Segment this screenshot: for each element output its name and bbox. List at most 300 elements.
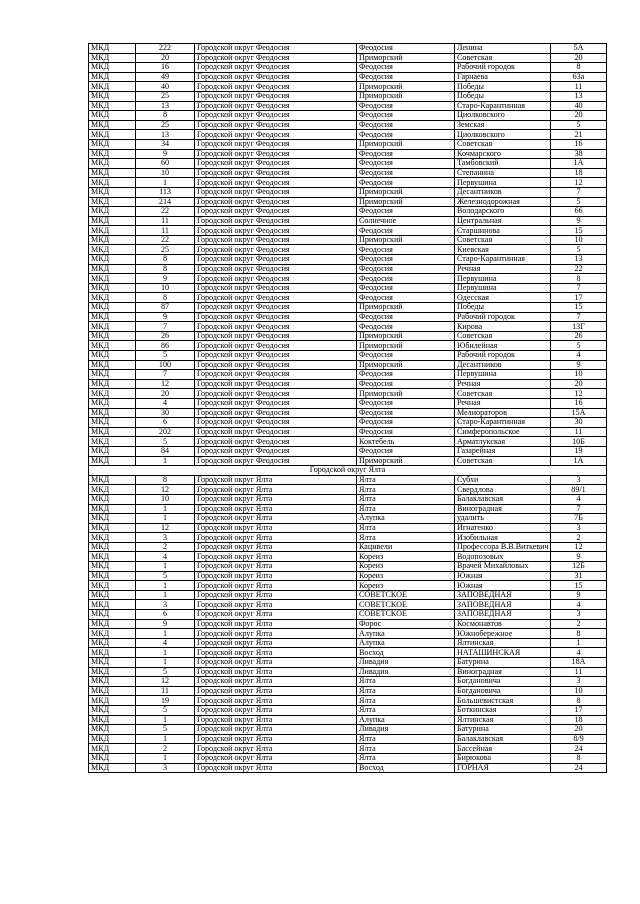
cell-house: 11 (551, 82, 607, 92)
cell-settlement: Ялта (357, 523, 455, 533)
cell-house: 16 (551, 398, 607, 408)
table-row (89, 379, 607, 389)
cell-district: Городской округ Феодосия (195, 235, 357, 245)
cell-house: 7 (551, 504, 607, 514)
cell-street: ЗАПОВЕДНАЯ (455, 590, 551, 600)
cell-object-type: МКД (89, 44, 136, 54)
cell-object-type: МКД (89, 562, 136, 572)
cell-district: Городской округ Ялта (195, 763, 357, 773)
cell-district: Городской округ Феодосия (195, 398, 357, 408)
cell-settlement: Приморский (357, 91, 455, 101)
cell-object-type: МКД (89, 734, 136, 744)
cell-street: Советская (455, 389, 551, 399)
cell-street: Южнобережное (455, 629, 551, 639)
table-row (89, 523, 607, 533)
cell-street: Симферопольское (455, 427, 551, 437)
cell-number: 5 (136, 351, 195, 361)
cell-object-type: МКД (89, 667, 136, 677)
cell-district: Городской округ Ялта (195, 629, 357, 639)
table-row (89, 504, 607, 514)
cell-street: Врачей Михайловых (455, 562, 551, 572)
cell-house: 15А (551, 408, 607, 418)
cell-district: Городской округ Феодосия (195, 322, 357, 332)
table-row (89, 331, 607, 341)
table-row (89, 485, 607, 495)
cell-house: 20 (551, 53, 607, 63)
cell-house: 7 (551, 187, 607, 197)
cell-object-type: МКД (89, 187, 136, 197)
table-row (89, 72, 607, 82)
cell-house: 15 (551, 226, 607, 236)
cell-number: 9 (136, 149, 195, 159)
cell-settlement: СОВЕТСКОЕ (357, 600, 455, 610)
cell-street: Кочмарского (455, 149, 551, 159)
cell-district: Городской округ Ялта (195, 514, 357, 524)
cell-settlement: Феодосия (357, 370, 455, 380)
cell-number: 12 (136, 379, 195, 389)
cell-house: 13Г (551, 322, 607, 332)
cell-house: 12 (551, 178, 607, 188)
cell-street: Арматлукская (455, 437, 551, 447)
cell-house: 4 (551, 494, 607, 504)
cell-number: 10 (136, 283, 195, 293)
cell-district: Городской округ Ялта (195, 715, 357, 725)
table-row (89, 677, 607, 687)
table-row (89, 389, 607, 399)
cell-number: 5 (136, 571, 195, 581)
cell-street: Водопозовых (455, 552, 551, 562)
cell-number: 2 (136, 542, 195, 552)
cell-district: Городской округ Ялта (195, 638, 357, 648)
cell-house: 11 (551, 667, 607, 677)
cell-district: Городской округ Феодосия (195, 427, 357, 437)
cell-district: Городской округ Ялта (195, 648, 357, 658)
cell-house: 38 (551, 149, 607, 159)
cell-number: 2 (136, 744, 195, 754)
cell-number: 12 (136, 677, 195, 687)
cell-settlement: Алупка (357, 638, 455, 648)
table-row (89, 159, 607, 169)
cell-house: 24 (551, 744, 607, 754)
cell-district: Городской округ Ялта (195, 581, 357, 591)
cell-house: 15 (551, 303, 607, 313)
cell-object-type: МКД (89, 53, 136, 63)
section-title: Городской округ Ялта (89, 466, 607, 476)
cell-number: 1 (136, 456, 195, 466)
cell-house: 5 (551, 341, 607, 351)
cell-district: Городской округ Феодосия (195, 91, 357, 101)
table-row (89, 696, 607, 706)
cell-object-type: МКД (89, 63, 136, 73)
cell-object-type: МКД (89, 475, 136, 485)
cell-house: 20 (551, 725, 607, 735)
cell-settlement: Ливадия (357, 667, 455, 677)
cell-settlement: СОВЕТСКОЕ (357, 590, 455, 600)
cell-settlement: Феодосия (357, 149, 455, 159)
cell-street: Юбилейная (455, 341, 551, 351)
cell-house: 9 (551, 590, 607, 600)
cell-district: Городской округ Феодосия (195, 82, 357, 92)
cell-district: Городской округ Феодосия (195, 418, 357, 428)
table-row (89, 744, 607, 754)
cell-district: Городской округ Ялта (195, 686, 357, 696)
cell-district: Городской округ Феодосия (195, 120, 357, 130)
cell-district: Городской округ Феодосия (195, 274, 357, 284)
cell-number: 9 (136, 312, 195, 322)
cell-street: Батурина (455, 725, 551, 735)
table-row (89, 581, 607, 591)
cell-house: 18 (551, 715, 607, 725)
cell-district: Городской округ Феодосия (195, 187, 357, 197)
cell-house: 3 (551, 475, 607, 485)
table-row (89, 197, 607, 207)
cell-district: Городской округ Ялта (195, 734, 357, 744)
cell-district: Городской округ Феодосия (195, 360, 357, 370)
cell-district: Городской округ Феодосия (195, 283, 357, 293)
cell-house: 10 (551, 370, 607, 380)
cell-settlement: Ялта (357, 485, 455, 495)
table-row (89, 283, 607, 293)
cell-district: Городской округ Ялта (195, 485, 357, 495)
cell-number: 1 (136, 590, 195, 600)
cell-district: Городской округ Ялта (195, 571, 357, 581)
cell-district: Городской округ Феодосия (195, 389, 357, 399)
table-row (89, 53, 607, 63)
cell-settlement: Приморский (357, 456, 455, 466)
cell-district: Городской округ Феодосия (195, 456, 357, 466)
cell-number: 34 (136, 139, 195, 149)
cell-number: 113 (136, 187, 195, 197)
cell-settlement: Солнечное (357, 216, 455, 226)
table-row (89, 370, 607, 380)
cell-district: Городской округ Феодосия (195, 293, 357, 303)
table-row (89, 44, 607, 54)
table-row (89, 648, 607, 658)
cell-street: Кирова (455, 322, 551, 332)
cell-settlement: Приморский (357, 331, 455, 341)
cell-district: Городской округ Ялта (195, 475, 357, 485)
cell-house: 8 (551, 63, 607, 73)
cell-house: 31 (551, 571, 607, 581)
table-row (89, 725, 607, 735)
cell-object-type: МКД (89, 705, 136, 715)
cell-object-type: МКД (89, 571, 136, 581)
cell-district: Городской округ Ялта (195, 533, 357, 543)
cell-number: 20 (136, 389, 195, 399)
cell-number: 5 (136, 437, 195, 447)
cell-street: Гарнаева (455, 72, 551, 82)
cell-street: Степанина (455, 168, 551, 178)
cell-object-type: МКД (89, 303, 136, 313)
cell-object-type: МКД (89, 437, 136, 447)
cell-street: Рабочий городок (455, 63, 551, 73)
table-row (89, 533, 607, 543)
table-row (89, 610, 607, 620)
cell-district: Городской округ Феодосия (195, 303, 357, 313)
cell-object-type: МКД (89, 418, 136, 428)
cell-number: 1 (136, 178, 195, 188)
table-row (89, 552, 607, 562)
cell-house: 4 (551, 351, 607, 361)
cell-street: Балаклавская (455, 494, 551, 504)
cell-settlement: Алупка (357, 629, 455, 639)
cell-house: 13 (551, 91, 607, 101)
cell-number: 1 (136, 562, 195, 572)
cell-settlement: Феодосия (357, 322, 455, 332)
cell-number: 11 (136, 226, 195, 236)
cell-street: Старо-Карантинная (455, 255, 551, 265)
cell-number: 8 (136, 475, 195, 485)
cell-house: 13 (551, 255, 607, 265)
table-row (89, 446, 607, 456)
cell-district: Городской округ Феодосия (195, 312, 357, 322)
cell-number: 10 (136, 494, 195, 504)
cell-object-type: МКД (89, 398, 136, 408)
cell-object-type: МКД (89, 235, 136, 245)
cell-object-type: МКД (89, 293, 136, 303)
cell-settlement: Феодосия (357, 120, 455, 130)
housing-register-table-wrapper (88, 43, 606, 773)
cell-street: ГОРНАЯ (455, 763, 551, 773)
cell-number: 10 (136, 168, 195, 178)
cell-street: НАТАШИНСКАЯ (455, 648, 551, 658)
table-row (89, 686, 607, 696)
table-row (89, 235, 607, 245)
cell-settlement: Ялта (357, 686, 455, 696)
cell-house: 8 (551, 274, 607, 284)
cell-house: 8 (551, 696, 607, 706)
cell-object-type: МКД (89, 216, 136, 226)
cell-house: 9 (551, 360, 607, 370)
cell-street: Железнодорожная (455, 197, 551, 207)
cell-settlement: Феодосия (357, 446, 455, 456)
cell-settlement: Феодосия (357, 255, 455, 265)
cell-house: 89/1 (551, 485, 607, 495)
cell-object-type: МКД (89, 744, 136, 754)
cell-settlement: Ливадия (357, 725, 455, 735)
cell-number: 25 (136, 245, 195, 255)
cell-house: 7 (551, 283, 607, 293)
cell-number: 9 (136, 619, 195, 629)
cell-street: Газарейная (455, 446, 551, 456)
cell-settlement: Кореиз (357, 571, 455, 581)
cell-house: 1А (551, 159, 607, 169)
cell-settlement: Ливадия (357, 658, 455, 668)
cell-object-type: МКД (89, 638, 136, 648)
cell-settlement: Приморский (357, 139, 455, 149)
table-row (89, 753, 607, 763)
cell-settlement: Ялта (357, 533, 455, 543)
table-row (89, 187, 607, 197)
cell-object-type: МКД (89, 72, 136, 82)
cell-district: Городской округ Ялта (195, 705, 357, 715)
cell-street: Циолковского (455, 111, 551, 121)
cell-street: Субхи (455, 475, 551, 485)
cell-object-type: МКД (89, 552, 136, 562)
cell-house: 18А (551, 658, 607, 668)
cell-object-type: МКД (89, 255, 136, 265)
cell-street: Старо-Карантинная (455, 418, 551, 428)
cell-street: Ялтинская (455, 715, 551, 725)
cell-street: Циолковского (455, 130, 551, 140)
feodosia-rows (89, 44, 607, 466)
table-row (89, 571, 607, 581)
cell-street: Космонавтов (455, 619, 551, 629)
cell-object-type: МКД (89, 101, 136, 111)
cell-street: Победы (455, 82, 551, 92)
cell-district: Городской округ Феодосия (195, 178, 357, 188)
cell-number: 4 (136, 638, 195, 648)
table-row (89, 734, 607, 744)
cell-object-type: МКД (89, 91, 136, 101)
cell-district: Городской округ Ялта (195, 667, 357, 677)
cell-house: 2 (551, 619, 607, 629)
table-row (89, 264, 607, 274)
cell-street: Десантников (455, 187, 551, 197)
cell-object-type: МКД (89, 226, 136, 236)
cell-number: 6 (136, 418, 195, 428)
cell-house: 15 (551, 581, 607, 591)
cell-object-type: МКД (89, 629, 136, 639)
cell-district: Городской округ Феодосия (195, 139, 357, 149)
cell-street: ЗАПОВЕДНАЯ (455, 600, 551, 610)
table-row (89, 629, 607, 639)
table-row (89, 360, 607, 370)
table-row (89, 763, 607, 773)
cell-object-type: МКД (89, 725, 136, 735)
cell-settlement: Ялта (357, 705, 455, 715)
table-row (89, 667, 607, 677)
cell-settlement: Феодосия (357, 379, 455, 389)
cell-object-type: МКД (89, 456, 136, 466)
cell-house: 21 (551, 130, 607, 140)
cell-house: 20 (551, 111, 607, 121)
cell-settlement: Ялта (357, 734, 455, 744)
cell-house: 22 (551, 264, 607, 274)
cell-object-type: МКД (89, 341, 136, 351)
cell-district: Городской округ Ялта (195, 542, 357, 552)
cell-object-type: МКД (89, 514, 136, 524)
cell-street: Ялтинская (455, 638, 551, 648)
cell-number: 1 (136, 658, 195, 668)
table-row (89, 600, 607, 610)
cell-number: 8 (136, 255, 195, 265)
cell-number: 3 (136, 763, 195, 773)
yalta-rows (89, 475, 607, 772)
cell-settlement: Феодосия (357, 264, 455, 274)
cell-number: 6 (136, 610, 195, 620)
cell-number: 4 (136, 552, 195, 562)
cell-house: 1А (551, 456, 607, 466)
table-row (89, 562, 607, 572)
cell-settlement: Кореиз (357, 562, 455, 572)
cell-house: 7 (551, 312, 607, 322)
cell-street: Земская (455, 120, 551, 130)
cell-house: 12Б (551, 562, 607, 572)
cell-street: Бассейная (455, 744, 551, 754)
cell-object-type: МКД (89, 207, 136, 217)
cell-object-type: МКД (89, 389, 136, 399)
cell-settlement: Восход (357, 648, 455, 658)
cell-district: Городской округ Ялта (195, 744, 357, 754)
cell-street: Старшинова (455, 226, 551, 236)
cell-house: 12 (551, 542, 607, 552)
cell-house: 20 (551, 379, 607, 389)
cell-house: 10Б (551, 437, 607, 447)
table-row (89, 638, 607, 648)
table-row (89, 274, 607, 284)
cell-number: 25 (136, 91, 195, 101)
cell-object-type: МКД (89, 159, 136, 169)
cell-settlement: Феодосия (357, 63, 455, 73)
cell-district: Городской округ Ялта (195, 494, 357, 504)
cell-settlement: Алупка (357, 715, 455, 725)
cell-district: Городской округ Феодосия (195, 341, 357, 351)
cell-settlement: Феодосия (357, 44, 455, 54)
table-row (89, 168, 607, 178)
cell-district: Городской округ Феодосия (195, 437, 357, 447)
cell-number: 1 (136, 514, 195, 524)
cell-object-type: МКД (89, 696, 136, 706)
cell-district: Городской округ Ялта (195, 753, 357, 763)
cell-street: ЗАПОВЕДНАЯ (455, 610, 551, 620)
cell-object-type: МКД (89, 494, 136, 504)
cell-street: Первушина (455, 283, 551, 293)
cell-street: Богдановича (455, 686, 551, 696)
cell-house: 19 (551, 446, 607, 456)
cell-object-type: МКД (89, 677, 136, 687)
cell-house: 10 (551, 686, 607, 696)
cell-district: Городской округ Феодосия (195, 331, 357, 341)
cell-settlement: Феодосия (357, 283, 455, 293)
table-row (89, 149, 607, 159)
cell-street: Одесская (455, 293, 551, 303)
cell-settlement: Феодосия (357, 178, 455, 188)
cell-district: Городской округ Феодосия (195, 159, 357, 169)
cell-settlement: Приморский (357, 360, 455, 370)
cell-object-type: МКД (89, 168, 136, 178)
cell-object-type: МКД (89, 178, 136, 188)
cell-settlement: Приморский (357, 187, 455, 197)
cell-street: Южная (455, 581, 551, 591)
cell-street: Богдановича (455, 677, 551, 687)
cell-number: 86 (136, 341, 195, 351)
table-row (89, 427, 607, 437)
cell-house: 3 (551, 523, 607, 533)
cell-district: Городской округ Феодосия (195, 44, 357, 54)
cell-number: 1 (136, 648, 195, 658)
table-row (89, 245, 607, 255)
cell-house: 4 (551, 648, 607, 658)
table-row (89, 293, 607, 303)
cell-object-type: МКД (89, 82, 136, 92)
cell-street: Старо-Карантинная (455, 101, 551, 111)
cell-object-type: МКД (89, 686, 136, 696)
cell-number: 22 (136, 235, 195, 245)
cell-settlement: Приморский (357, 389, 455, 399)
cell-settlement: Кореиз (357, 581, 455, 591)
cell-settlement: Феодосия (357, 101, 455, 111)
cell-settlement: Феодосия (357, 312, 455, 322)
cell-object-type: МКД (89, 763, 136, 773)
cell-settlement: Коктебель (357, 437, 455, 447)
cell-settlement: Приморский (357, 82, 455, 92)
cell-street: Балаклавская (455, 734, 551, 744)
cell-street: Ленина (455, 44, 551, 54)
cell-street: Советская (455, 331, 551, 341)
cell-number: 3 (136, 600, 195, 610)
cell-settlement: Ялта (357, 677, 455, 687)
